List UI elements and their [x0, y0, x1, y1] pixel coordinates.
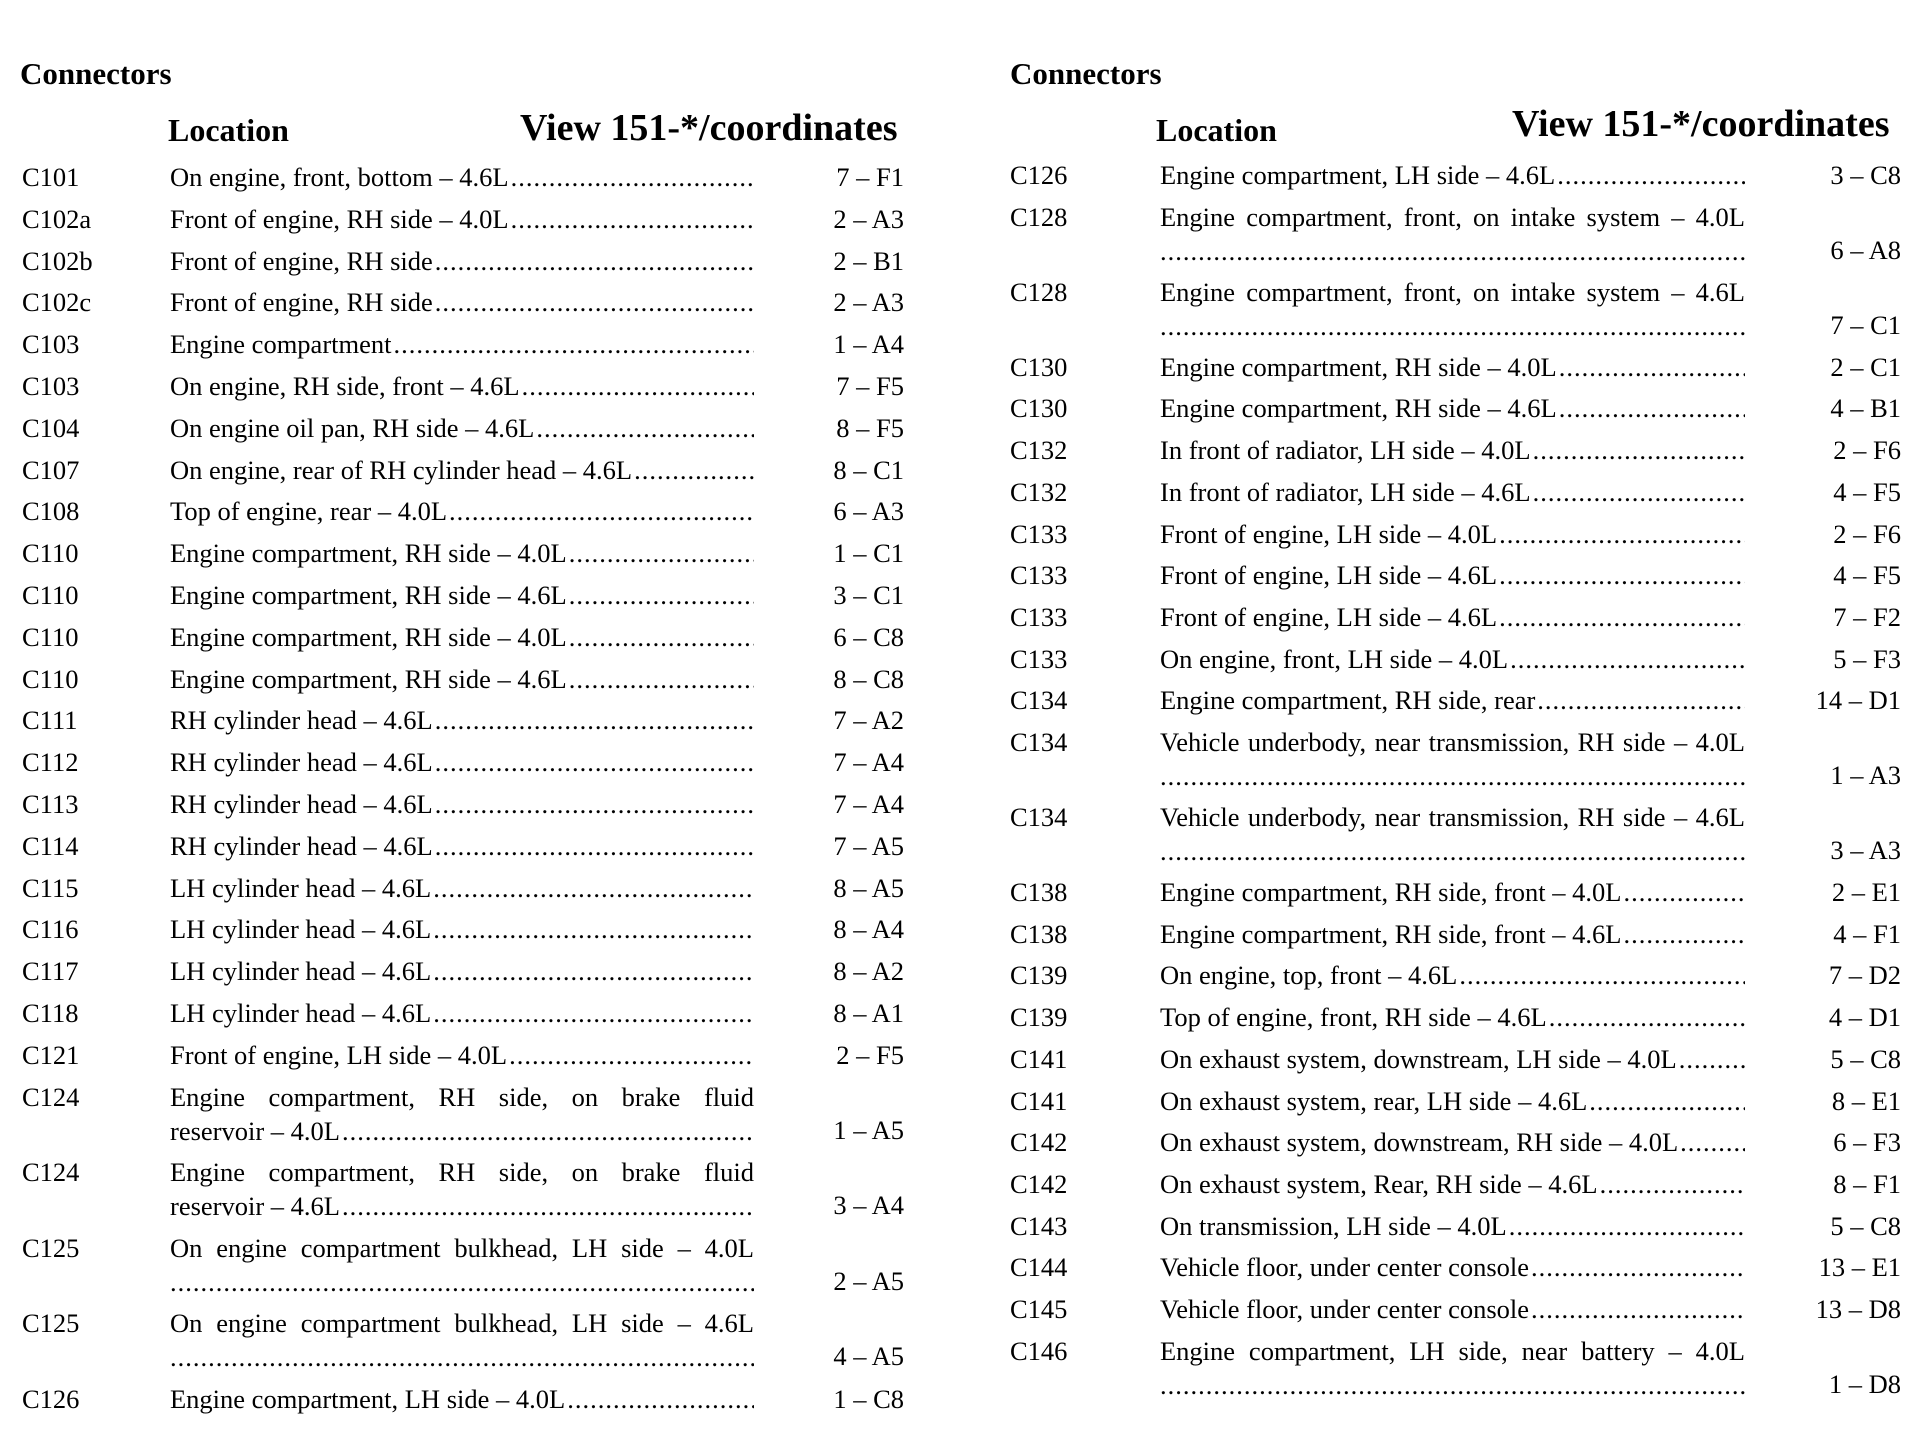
view-coordinate: 7 – D2	[1828, 960, 1901, 991]
connector-location	[170, 578, 754, 612]
location-text: Front of engine, LH side – 4.6L	[1160, 601, 1498, 632]
connector-location	[1160, 917, 1745, 951]
view-coordinate: 1 – A3	[1830, 760, 1901, 790]
connector-location	[1160, 875, 1745, 909]
location-text: RH cylinder head – 4.6L	[170, 789, 433, 819]
connector-location	[170, 787, 754, 821]
view-coordinate: 4 – A5	[833, 1341, 904, 1372]
location-text: On engine, front, bottom – 4.6L	[170, 162, 509, 192]
dot-leader	[170, 1265, 754, 1299]
connector-id: C130	[1010, 393, 1068, 424]
view-coordinate: 8 – E1	[1831, 1085, 1901, 1116]
connector-id: C114	[22, 830, 79, 861]
location-text-continued: reservoir – 4.0L	[170, 1115, 340, 1146]
location-text: Front of engine, LH side – 4.0L	[170, 1039, 508, 1070]
dot-leader	[435, 829, 754, 863]
location-text: Engine compartment, RH side – 4.0L	[170, 621, 567, 652]
connector-id: C112	[22, 747, 79, 778]
location-text: In front of radiator, LH side – 4.6L	[1160, 476, 1531, 507]
connector-id: C133	[1010, 518, 1068, 549]
view-coordinate: 2 – F6	[1833, 435, 1901, 466]
connector-id: C117	[22, 956, 79, 987]
location-text: Front of engine, LH side – 4.0L	[1160, 518, 1498, 549]
connector-location	[170, 620, 754, 654]
connector-location	[1160, 1292, 1745, 1326]
location-text: On exhaust system, downstream, RH side – 4.0L	[1160, 1127, 1679, 1158]
location-text: RH cylinder head – 4.6L	[170, 830, 433, 861]
dot-leader	[1499, 600, 1745, 634]
dot-leader	[1499, 558, 1745, 592]
connector-location	[170, 411, 754, 445]
connector-location	[1160, 517, 1745, 551]
location-text: Engine compartment, RH side – 4.6L	[170, 580, 567, 610]
view-coordinate: 4 – B1	[1830, 393, 1901, 424]
dot-leader	[342, 1114, 754, 1148]
view-coordinate: 7 – A4	[833, 789, 904, 819]
connector-id: C132	[1010, 435, 1068, 466]
connector-location	[170, 954, 754, 988]
location-text: Vehicle floor, under center console	[1160, 1252, 1530, 1283]
connector-id: C124	[22, 1157, 80, 1188]
connector-id: C116	[22, 914, 79, 945]
view-coordinate: 5 – F3	[1833, 643, 1901, 674]
connector-location	[1160, 1042, 1745, 1076]
connector-id: C102c	[22, 287, 92, 318]
view-coordinate: 8 – C8	[833, 663, 904, 694]
connector-location	[170, 745, 754, 779]
location-text: In front of radiator, LH side – 4.0L	[1160, 435, 1531, 466]
connector-location	[170, 285, 754, 319]
dot-leader	[1510, 642, 1745, 676]
location-text: Front of engine, RH side – 4.0L	[170, 203, 509, 234]
dot-leader	[1600, 1167, 1745, 1201]
view-coordinate: 8 – A5	[833, 872, 904, 903]
view-coordinate: 3 – A3	[1830, 835, 1901, 865]
dot-leader	[433, 871, 754, 905]
dot-leader	[1160, 759, 1745, 793]
dot-leader	[1160, 309, 1745, 343]
location-text: On engine, rear of RH cylinder head – 4.6L	[170, 454, 633, 485]
connector-id: C110	[22, 580, 79, 610]
connector-location	[170, 703, 754, 737]
dot-leader	[1160, 234, 1745, 268]
location-text: On engine, top, front – 4.6L	[1160, 960, 1458, 991]
dot-leader	[170, 1340, 754, 1374]
connector-id: C102a	[22, 203, 92, 234]
dot-leader	[433, 954, 754, 988]
view-coordinate: 1 – C8	[833, 1383, 904, 1414]
location-text: On exhaust system, Rear, RH side – 4.6L	[1160, 1168, 1598, 1199]
view-coordinate: 1 – A5	[833, 1114, 904, 1145]
connector-location	[1160, 1167, 1745, 1201]
connector-location	[1160, 350, 1745, 384]
dot-leader	[1531, 1292, 1745, 1326]
connector-location	[170, 662, 754, 696]
connector-id: C124	[22, 1081, 80, 1112]
view-coordinate: 8 – C1	[833, 454, 904, 485]
dot-leader	[1680, 1125, 1745, 1159]
dot-leader	[1559, 350, 1745, 384]
connector-id: C101	[22, 162, 80, 192]
view-coordinate: 6 – A8	[1830, 234, 1901, 265]
section-heading: Connectors	[1010, 56, 1162, 91]
connector-location	[170, 996, 754, 1030]
view-coordinate: 4 – F5	[1833, 476, 1901, 507]
connector-location	[170, 369, 754, 403]
connector-id: C111	[22, 705, 78, 736]
dot-leader	[435, 244, 754, 278]
dot-leader	[1531, 1250, 1745, 1284]
connector-id: C103	[22, 329, 80, 360]
dot-leader	[433, 996, 754, 1030]
view-coordinates-column-header: View 151-*/coordinates	[520, 107, 898, 149]
view-coordinate: 2 – B1	[833, 245, 904, 276]
location-text: On exhaust system, downstream, LH side – 4.0L	[1160, 1043, 1677, 1074]
dot-leader	[1160, 1368, 1745, 1402]
view-coordinate: 3 – C8	[1830, 160, 1901, 190]
connector-location	[170, 536, 754, 570]
connector-id: C138	[1010, 877, 1068, 907]
connector-id: C126	[22, 1383, 80, 1414]
view-coordinate: 5 – C8	[1830, 1043, 1901, 1074]
dot-leader	[1549, 1000, 1745, 1034]
location-text: On transmission, LH side – 4.0L	[1160, 1210, 1507, 1241]
connector-id: C128	[1010, 201, 1068, 232]
view-coordinate: 7 – A4	[833, 747, 904, 778]
location-text: Top of engine, rear – 4.0L	[170, 496, 448, 527]
view-coordinate: 1 – C1	[833, 538, 904, 569]
location-text: On engine, front, LH side – 4.0L	[1160, 643, 1509, 674]
connector-location	[1160, 642, 1745, 676]
location-text: Engine compartment, RH side, on brake fluid	[170, 1081, 754, 1112]
location-text: Engine compartment, LH side, near battery – 4.0L	[1160, 1335, 1745, 1366]
location-text: Vehicle underbody, near transmission, RH side – 4.6L	[1160, 802, 1745, 832]
view-coordinate: 2 – A3	[833, 287, 904, 318]
location-text: LH cylinder head – 4.6L	[170, 956, 432, 987]
connector-location	[1160, 158, 1745, 192]
connector-location	[170, 1080, 754, 1148]
location-text: Engine compartment, RH side – 4.6L	[170, 663, 567, 694]
location-column-header: Location	[168, 112, 289, 148]
connector-location	[170, 1038, 754, 1072]
location-text: Front of engine, RH side	[170, 245, 433, 276]
view-coordinate: 6 – F3	[1833, 1127, 1901, 1158]
location-text: Engine compartment	[170, 329, 392, 360]
view-coordinate: 7 – F1	[836, 162, 904, 192]
location-text: Engine compartment, LH side – 4.0L	[170, 1383, 566, 1414]
location-text: Vehicle underbody, near transmission, RH side – 4.0L	[1160, 727, 1745, 757]
connector-id: C115	[22, 872, 79, 903]
dot-leader	[449, 494, 754, 528]
connector-location	[1160, 558, 1745, 592]
location-text: On engine compartment bulkhead, LH side – 4.6L	[170, 1308, 754, 1339]
dot-leader	[634, 453, 754, 487]
connector-location	[1160, 725, 1745, 793]
dot-leader	[342, 1189, 754, 1223]
connector-location	[170, 494, 754, 528]
connector-id: C143	[1010, 1210, 1068, 1241]
connector-id: C104	[22, 412, 80, 443]
connector-id: C103	[22, 371, 80, 401]
connector-location	[170, 1155, 754, 1223]
dot-leader	[1533, 433, 1745, 467]
connector-id: C144	[1010, 1252, 1068, 1283]
connector-id: C108	[22, 496, 80, 527]
connector-location	[170, 912, 754, 946]
connector-id: C126	[1010, 160, 1068, 190]
connector-id: C107	[22, 454, 80, 485]
connector-location	[1160, 683, 1745, 717]
dot-leader	[511, 202, 754, 236]
connector-location	[170, 202, 754, 236]
connector-location	[170, 1382, 754, 1416]
connector-id: C141	[1010, 1085, 1068, 1116]
connector-id: C142	[1010, 1127, 1068, 1158]
connector-location	[1160, 1000, 1745, 1034]
dot-leader	[1557, 158, 1745, 192]
connector-location	[1160, 275, 1745, 343]
dot-leader	[435, 787, 754, 821]
dot-leader	[1509, 1209, 1745, 1243]
dot-leader	[1623, 917, 1745, 951]
connector-location	[1160, 391, 1745, 425]
view-coordinate: 2 – E1	[1831, 877, 1901, 907]
connector-id: C134	[1010, 802, 1068, 832]
location-text: Front of engine, RH side	[170, 287, 433, 318]
view-coordinate: 2 – F6	[1833, 518, 1901, 549]
view-coordinate: 7 – A2	[833, 705, 904, 736]
location-text: LH cylinder head – 4.6L	[170, 872, 432, 903]
dot-leader	[536, 411, 754, 445]
location-text: Engine compartment, RH side, rear	[1160, 685, 1536, 716]
connector-id: C141	[1010, 1043, 1068, 1074]
dot-leader	[394, 327, 755, 361]
connector-id: C132	[1010, 476, 1068, 507]
dot-leader	[1499, 517, 1745, 551]
connector-id: C138	[1010, 918, 1068, 949]
connector-id: C130	[1010, 351, 1068, 382]
connector-location	[170, 160, 754, 194]
connector-location	[1160, 433, 1745, 467]
location-text: Top of engine, front, RH side – 4.6L	[1160, 1002, 1547, 1033]
location-text: Engine compartment, RH side – 4.6L	[1160, 393, 1557, 424]
connector-id: C121	[22, 1039, 80, 1070]
connector-id: C118	[22, 998, 79, 1028]
connector-id: C145	[1010, 1294, 1068, 1324]
view-coordinate: 1 – A4	[833, 329, 904, 360]
view-coordinate: 6 – A3	[833, 496, 904, 527]
connector-id: C133	[1010, 601, 1068, 632]
dot-leader	[435, 703, 754, 737]
location-text: LH cylinder head – 4.6L	[170, 998, 432, 1028]
connector-id: C102b	[22, 245, 93, 276]
view-coordinate: 7 – A5	[833, 830, 904, 861]
view-coordinate: 3 – A4	[833, 1190, 904, 1221]
connector-id: C142	[1010, 1168, 1068, 1199]
connector-location	[1160, 200, 1745, 268]
dot-leader	[569, 578, 754, 612]
dot-leader	[1459, 958, 1745, 992]
connector-location	[1160, 1209, 1745, 1243]
connector-location	[1160, 800, 1745, 868]
connector-id: C110	[22, 621, 79, 652]
dot-leader	[1589, 1084, 1745, 1118]
section-heading: Connectors	[20, 56, 172, 91]
location-text: RH cylinder head – 4.6L	[170, 747, 433, 778]
view-coordinate: 4 – F1	[1833, 918, 1901, 949]
view-coordinate: 6 – C8	[833, 621, 904, 652]
view-coordinate: 13 – E1	[1818, 1252, 1901, 1283]
dot-leader	[435, 285, 754, 319]
view-coordinate: 2 – A5	[833, 1265, 904, 1296]
view-coordinate: 4 – F5	[1833, 560, 1901, 591]
dot-leader	[569, 536, 754, 570]
view-coordinate: 2 – A3	[833, 203, 904, 234]
connector-location	[1160, 958, 1745, 992]
location-text: Engine compartment, RH side, on brake fluid	[170, 1157, 754, 1188]
view-coordinate: 5 – C8	[1830, 1210, 1901, 1241]
view-coordinates-column-header: View 151-*/coordinates	[1512, 103, 1890, 145]
connector-id: C146	[1010, 1335, 1068, 1366]
view-coordinate: 7 – F5	[836, 371, 904, 401]
connector-location	[170, 327, 754, 361]
location-text: Engine compartment, LH side – 4.6L	[1160, 160, 1556, 190]
location-text: On engine, RH side, front – 4.6L	[170, 371, 520, 401]
view-coordinate: 13 – D8	[1815, 1294, 1901, 1324]
connector-location	[170, 1306, 754, 1374]
dot-leader	[1160, 834, 1745, 868]
connector-id: C110	[22, 663, 79, 694]
view-coordinate: 7 – C1	[1830, 309, 1901, 340]
view-coordinate: 7 – F2	[1833, 601, 1901, 632]
connector-id: C134	[1010, 727, 1068, 757]
connector-id: C113	[22, 789, 79, 819]
dot-leader	[435, 745, 754, 779]
connector-id: C110	[22, 538, 79, 569]
connector-id: C139	[1010, 1002, 1068, 1033]
connector-location	[1160, 1084, 1745, 1118]
location-text: Engine compartment, RH side – 4.0L	[170, 538, 567, 569]
dot-leader	[511, 160, 754, 194]
connector-id: C125	[22, 1308, 80, 1339]
view-coordinate: 2 – C1	[1830, 351, 1901, 382]
connector-location	[1160, 1250, 1745, 1284]
location-text: Engine compartment, RH side, front – 4.6L	[1160, 918, 1622, 949]
location-text: LH cylinder head – 4.6L	[170, 914, 432, 945]
location-text: Engine compartment, RH side – 4.0L	[1160, 351, 1557, 382]
location-text-continued: reservoir – 4.6L	[170, 1191, 340, 1222]
connector-location	[1160, 1125, 1745, 1159]
view-coordinate: 8 – A1	[833, 998, 904, 1028]
connector-id: C133	[1010, 560, 1068, 591]
dot-leader	[522, 369, 754, 403]
connector-location	[1160, 600, 1745, 634]
dot-leader	[1679, 1042, 1745, 1076]
location-text: Vehicle floor, under center console	[1160, 1294, 1530, 1324]
connector-location	[1160, 1334, 1745, 1402]
connector-location	[170, 453, 754, 487]
connector-location	[170, 829, 754, 863]
dot-leader	[433, 912, 754, 946]
location-text: On engine compartment bulkhead, LH side – 4.0L	[170, 1232, 754, 1263]
connector-location	[170, 1231, 754, 1299]
connector-id: C125	[22, 1232, 80, 1263]
view-coordinate: 8 – F1	[1833, 1168, 1901, 1199]
dot-leader	[567, 1382, 754, 1416]
connector-id: C139	[1010, 960, 1068, 991]
view-coordinate: 8 – A4	[833, 914, 904, 945]
connector-id: C128	[1010, 276, 1068, 307]
dot-leader	[1533, 475, 1745, 509]
view-coordinate: 4 – D1	[1828, 1002, 1901, 1033]
location-text: On exhaust system, rear, LH side – 4.6L	[1160, 1085, 1588, 1116]
dot-leader	[1537, 683, 1745, 717]
location-text: Engine compartment, RH side, front – 4.0L	[1160, 877, 1622, 907]
dot-leader	[1623, 875, 1745, 909]
connector-location	[170, 871, 754, 905]
view-coordinate: 2 – F5	[836, 1039, 904, 1070]
view-coordinate: 1 – D8	[1828, 1368, 1901, 1399]
location-text: Engine compartment, front, on intake system – 4.0L	[1160, 201, 1745, 232]
location-text: Front of engine, LH side – 4.6L	[1160, 560, 1498, 591]
location-text: On engine oil pan, RH side – 4.6L	[170, 412, 535, 443]
view-coordinate: 3 – C1	[833, 580, 904, 610]
location-text: Engine compartment, front, on intake system – 4.6L	[1160, 276, 1745, 307]
view-coordinate: 8 – A2	[833, 956, 904, 987]
view-coordinate: 8 – F5	[836, 412, 904, 443]
connector-id: C133	[1010, 643, 1068, 674]
location-column-header: Location	[1156, 112, 1277, 148]
view-coordinate: 14 – D1	[1815, 685, 1901, 716]
connector-location	[1160, 475, 1745, 509]
location-text: RH cylinder head – 4.6L	[170, 705, 433, 736]
connector-location	[170, 244, 754, 278]
connector-id: C134	[1010, 685, 1068, 716]
dot-leader	[1559, 391, 1745, 425]
dot-leader	[569, 620, 754, 654]
dot-leader	[509, 1038, 754, 1072]
dot-leader	[569, 662, 754, 696]
